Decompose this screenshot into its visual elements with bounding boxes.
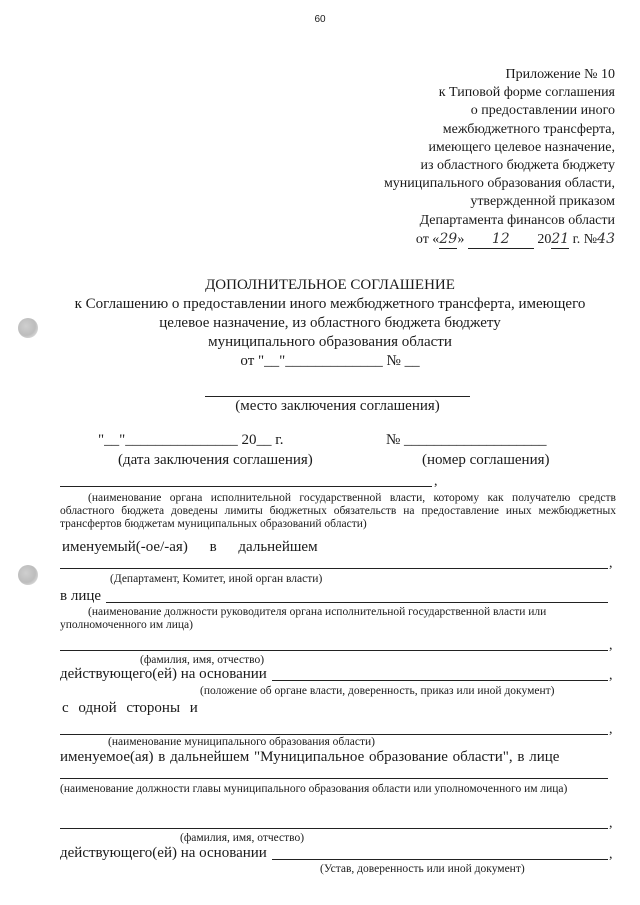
fio-line-1 [60, 650, 608, 651]
appendix-line-10: от «29» 12 2021 г. №43 [215, 230, 615, 249]
mo-caption: (наименование муниципального образования области) [108, 736, 375, 748]
punch-hole-bottom [18, 565, 38, 585]
appendix-block [215, 66, 615, 249]
fio-caption-1: (фамилия, имя, отчество) [140, 654, 265, 666]
position-line [106, 602, 608, 603]
acting-label-2: действующего(ей) на основании [60, 845, 267, 861]
comma: , [609, 556, 613, 571]
appendix-line-6: из областного бюджета бюджету [420, 158, 615, 174]
org-caption: (наименование органа исполнительной государственной власти, которому как получателю средств областного бюджета доведены лимиты бюджетных обязательств на предоставление иных межбюджетных трансфертов бюджетам муниципальных образований области) [60, 492, 616, 530]
fio-line-2 [60, 828, 608, 829]
head-line [60, 778, 608, 779]
place-caption: (место заключения соглашения) [235, 398, 440, 414]
position-caption: (наименование должности руководителя органа исполнительной государственной власти или уполномоченного им лица) [60, 606, 547, 631]
date-caption: (дата заключения соглашения) [118, 452, 313, 468]
basis-line-1 [272, 680, 608, 681]
appendix-line-2: к Типовой форме соглашения [438, 85, 615, 101]
agreement-heading [40, 276, 620, 371]
dept-caption: (Департамент, Комитет, иной орган власти) [110, 573, 323, 585]
comma: , [434, 474, 438, 489]
appendix-line-5: имеющего целевое назначение, [428, 139, 615, 155]
agreement-title: ДОПОЛНИТЕЛЬНОЕ СОГЛАШЕНИЕ [205, 277, 455, 293]
number-field: № ___________________ [386, 432, 547, 448]
page-number: 60 [314, 14, 326, 25]
basis-caption-2: (Устав, доверенность или иной документ) [320, 863, 525, 875]
punch-hole-top [18, 318, 38, 338]
appendix-line-4: межбюджетного трансферта, [442, 121, 615, 137]
head-caption: (наименование должности главы муниципального образования области или уполномоченного им лица) [60, 783, 568, 795]
handwritten-year: 21 [551, 230, 569, 249]
comma: , [609, 722, 613, 737]
org-name-line [60, 486, 432, 487]
appendix-line-1: Приложение № 10 [505, 67, 615, 82]
in-person-label: в лице [60, 588, 102, 604]
handwritten-day: 29 [439, 230, 457, 249]
heading-line-5: от "__"_____________ № __ [240, 353, 420, 369]
comma: , [609, 668, 613, 683]
comma: , [609, 847, 613, 862]
acting-label-1: действующего(ей) на основании [60, 666, 267, 682]
mo-line [60, 734, 608, 735]
referred-mo-text: именуемое(ая) в дальнейшем "Муниципальное образование области", в лице [60, 749, 560, 765]
heading-line-4: муниципального образования области [208, 334, 452, 350]
basis-caption-1: (положение об органе власти, доверенность, приказ или иной документ) [200, 685, 555, 697]
basis-line-2 [272, 859, 608, 860]
comma: , [609, 816, 613, 831]
place-line [205, 396, 470, 397]
comma: , [609, 638, 613, 653]
appendix-line-9: Департамента финансов области [419, 212, 615, 228]
appendix-line-7: муниципального образования области, [383, 176, 615, 192]
heading-line-2: к Соглашению о предоставлении иного межбюджетного трансферта, имеющего [74, 296, 586, 312]
handwritten-number: 43 [597, 230, 615, 247]
referred-as-text: именуемый(-ое/-ая) в дальнейшем [62, 539, 318, 555]
appendix-line-8: утвержденной приказом [470, 194, 615, 210]
heading-line-3: целевое назначение, из областного бюджета бюджету [159, 315, 501, 331]
handwritten-month: 12 [468, 230, 534, 249]
appendix-line-3: о предоставлении иного [470, 103, 615, 119]
one-side-text: с одной стороны и [62, 700, 198, 716]
fio-caption-2: (фамилия, имя, отчество) [180, 832, 305, 844]
date-field: "__"_______________ 20__ г. [98, 432, 284, 448]
number-caption: (номер соглашения) [422, 452, 550, 468]
dept-line [60, 568, 608, 569]
